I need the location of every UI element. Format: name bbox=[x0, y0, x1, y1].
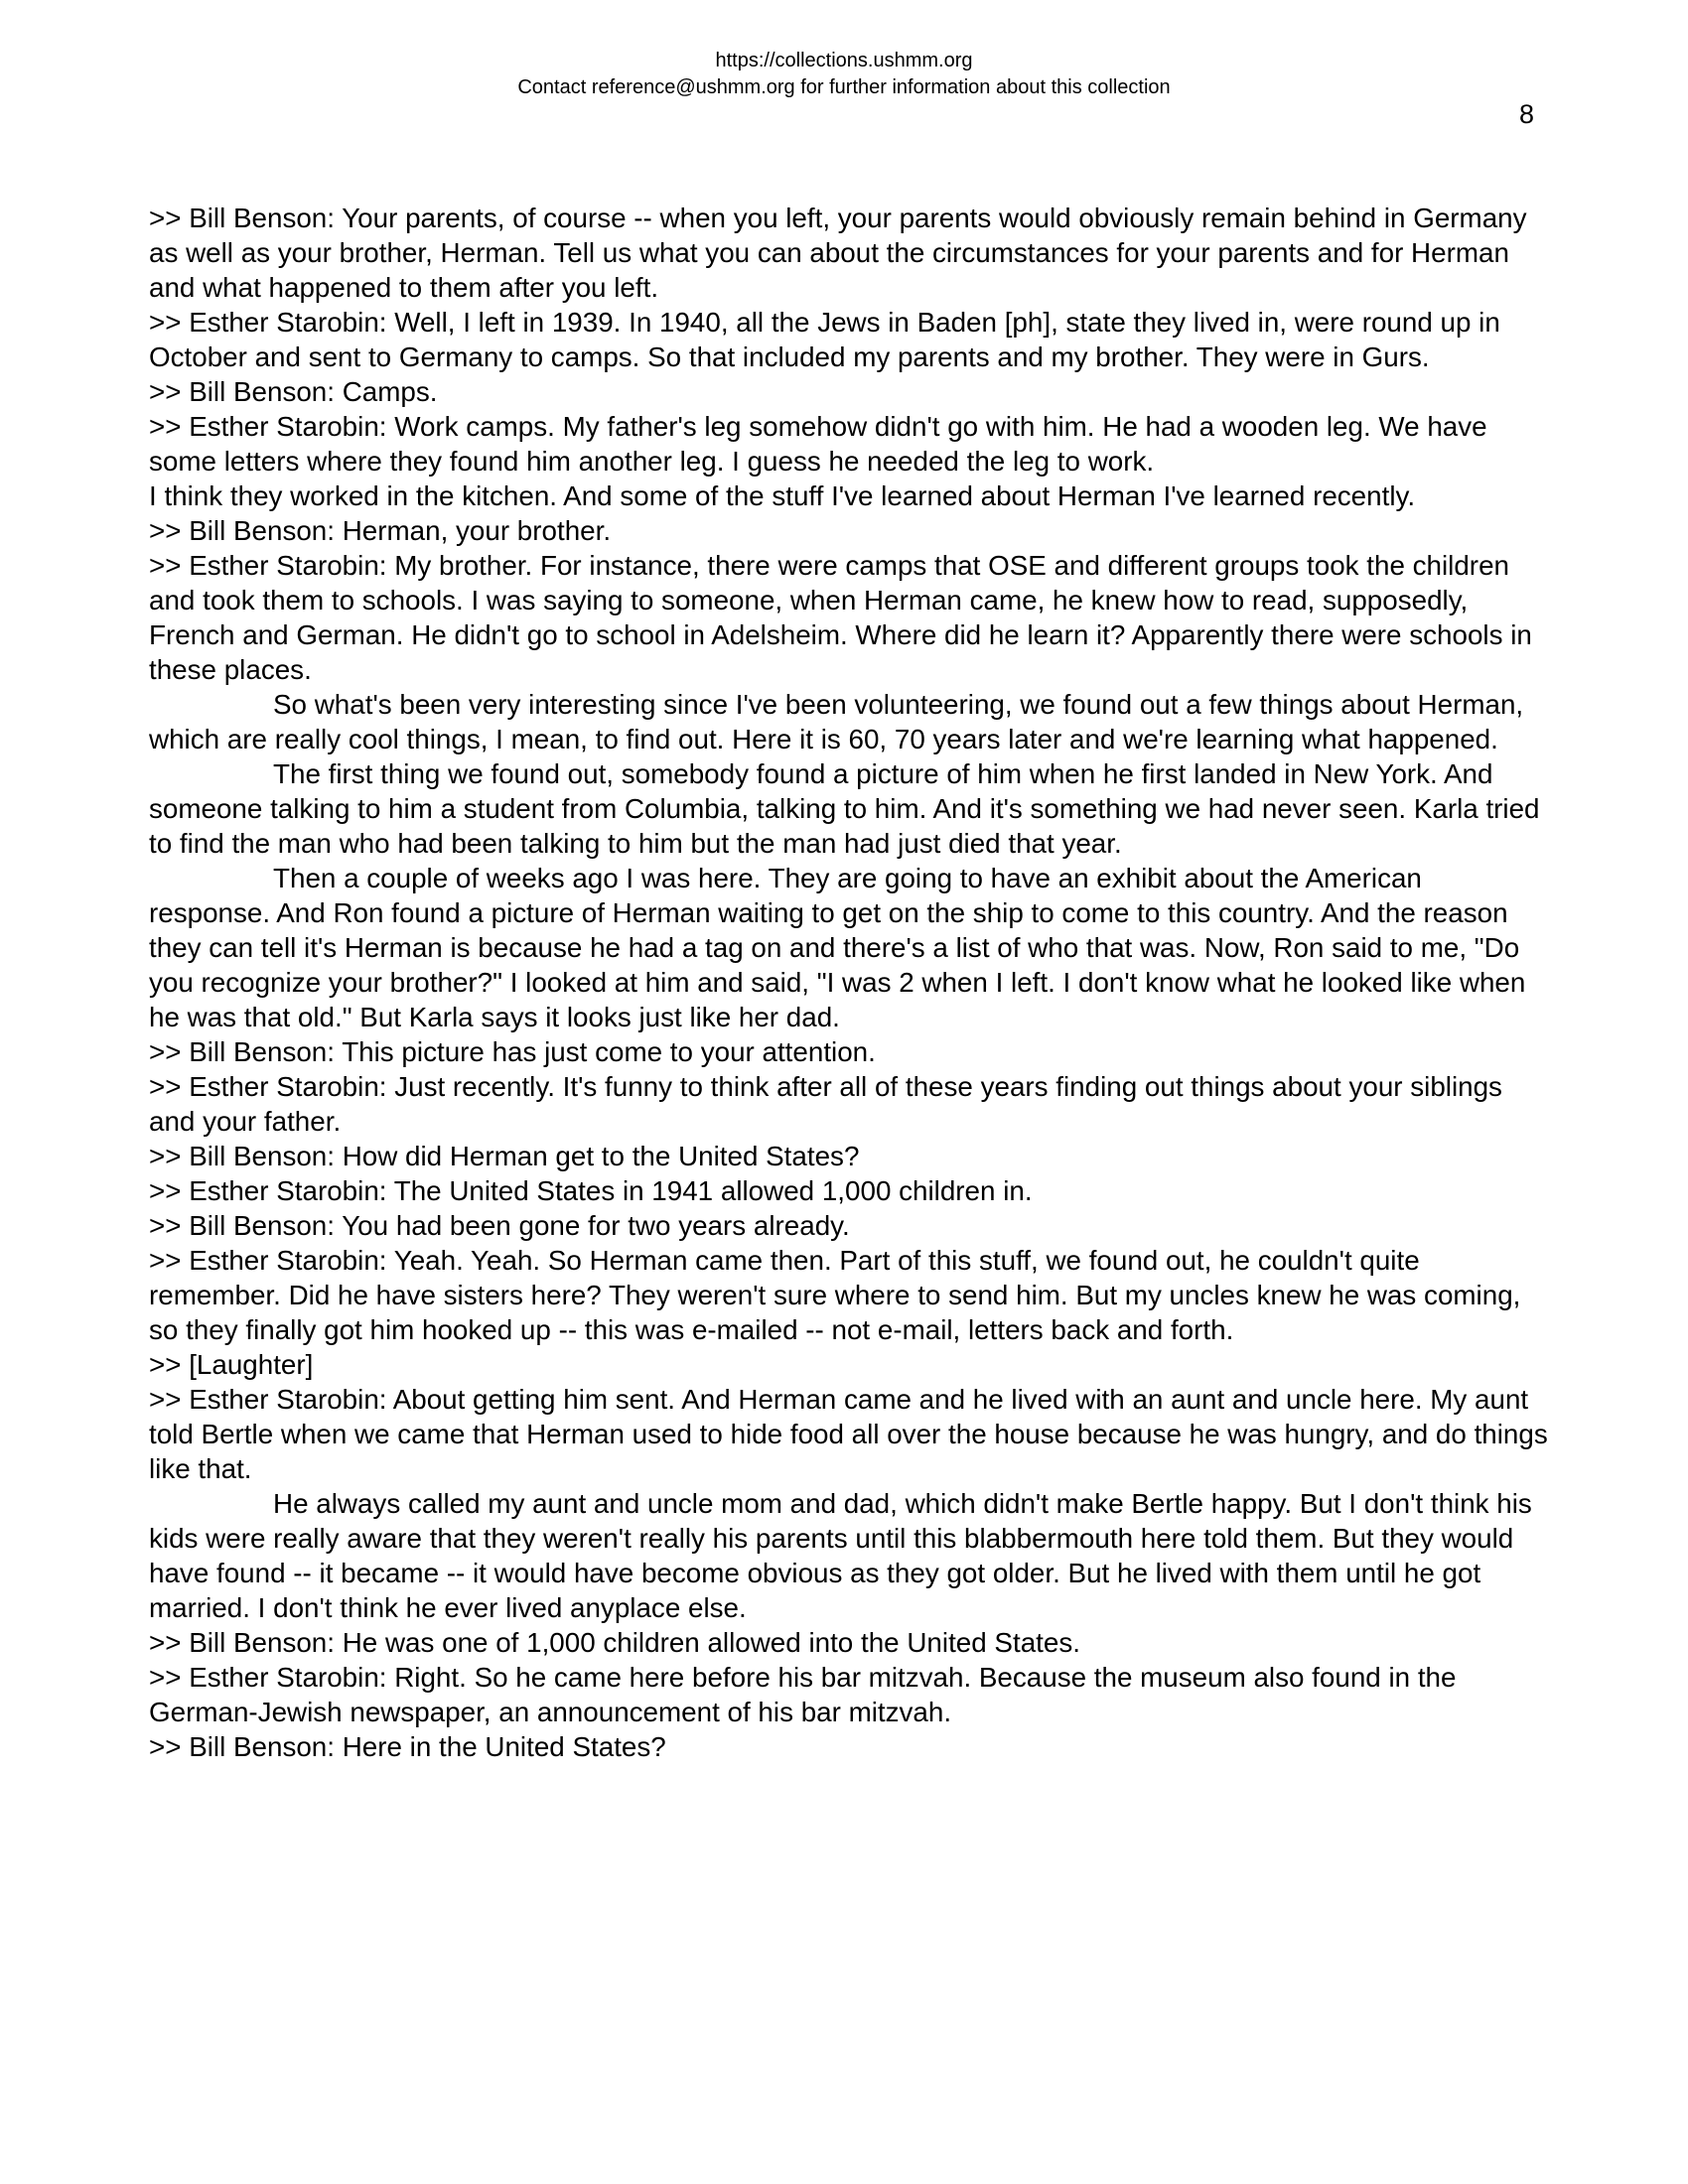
transcript-paragraph: >> Esther Starobin: Right. So he came here before his bar mitzvah. Because the museum also found in the German-Jewish newspaper, an announcement of his bar mitzvah. bbox=[149, 1662, 1457, 1727]
transcript-paragraph: >> Esther Starobin: The United States in 1941 allowed 1,000 children in. bbox=[149, 1175, 1033, 1206]
transcript-paragraph: >> Esther Starobin: Just recently. It's funny to think after all of these years finding out things about your siblings and your father. bbox=[149, 1071, 1502, 1137]
transcript-body bbox=[149, 201, 1549, 1764]
transcript-paragraph: >> Bill Benson: Here in the United States? bbox=[149, 1731, 666, 1762]
transcript-paragraph: >> Bill Benson: Camps. bbox=[149, 376, 438, 407]
transcript-paragraph: I think they worked in the kitchen. And some of the stuff I've learned about Herman I've learned recently. bbox=[149, 480, 1416, 511]
header-url: https://collections.ushmm.org bbox=[715, 50, 973, 71]
transcript-paragraph: >> Bill Benson: Herman, your brother. bbox=[149, 515, 612, 546]
transcript-paragraph: He always called my aunt and uncle mom and dad, which didn't make Bertle happy. But I don't think his kids were really aware that they weren't really his parents until this blabbermouth here told them. But they would have found -- it became -- it would have become obvious as they got older. But he lived with them until he got married. I don't think he ever lived anyplace else. bbox=[149, 1488, 1532, 1623]
transcript-paragraph: >> Esther Starobin: My brother. For instance, there were camps that OSE and different groups took the children and took them to schools. I was saying to someone, when Herman came, he knew how to read, supposedly, French and German. He didn't go to school in Adelsheim. Where did he learn it? Apparently there were schools in these places. bbox=[149, 550, 1532, 685]
transcript-paragraph: So what's been very interesting since I've been volunteering, we found out a few things about Herman, which are really cool things, I mean, to find out. Here it is 60, 70 years later and we're learning what happened. bbox=[149, 689, 1524, 754]
page-number: 8 bbox=[1518, 99, 1534, 129]
transcript-paragraph: >> Bill Benson: How did Herman get to the United States? bbox=[149, 1141, 860, 1171]
transcript-paragraph: >> Bill Benson: Your parents, of course -- when you left, your parents would obviously remain behind in Germany as well as your brother, Herman. Tell us what you can about the circumstances for your parents and for Herman and what happened to them after you left. bbox=[149, 203, 1527, 303]
transcript-paragraph: The first thing we found out, somebody found a picture of him when he first landed in New York. And someone talking to him a student from Columbia, talking to him. And it's something we had never seen. Karla tried to find the man who had been talking to him but the man had just died that year. bbox=[149, 758, 1540, 859]
transcript-paragraph: >> Bill Benson: You had been gone for two years already. bbox=[149, 1210, 850, 1241]
transcript-paragraph: >> Esther Starobin: Yeah. Yeah. So Herman came then. Part of this stuff, we found out, he couldn't quite remember. Did he have sisters here? They weren't sure where to send him. But my uncles knew he was coming, so they finally got him hooked up -- this was e-mailed -- not e-mail, letters back and forth. bbox=[149, 1245, 1521, 1345]
header-contact: Contact reference@ushmm.org for further information about this collection bbox=[517, 76, 1171, 98]
transcript-paragraph: >> [Laughter] bbox=[149, 1349, 314, 1380]
transcript-paragraph: >> Esther Starobin: About getting him sent. And Herman came and he lived with an aunt and uncle here. My aunt told Bertle when we came that Herman used to hide food all over the house because he was hungry, and do things like that. bbox=[149, 1384, 1548, 1484]
transcript-paragraph: >> Bill Benson: This picture has just come to your attention. bbox=[149, 1036, 876, 1067]
transcript-paragraph: >> Bill Benson: He was one of 1,000 children allowed into the United States. bbox=[149, 1627, 1080, 1658]
page-header bbox=[0, 48, 1688, 101]
transcript-paragraph: >> Esther Starobin: Work camps. My father's leg somehow didn't go with him. He had a wooden leg. We have some letters where they found him another leg. I guess he needed the leg to work. bbox=[149, 411, 1487, 477]
transcript-paragraph: >> Esther Starobin: Well, I left in 1939. In 1940, all the Jews in Baden [ph], state they lived in, were round up in October and sent to Germany to camps. So that included my parents and my brother. They were in Gurs. bbox=[149, 307, 1500, 372]
transcript-paragraph: Then a couple of weeks ago I was here. They are going to have an exhibit about the American response. And Ron found a picture of Herman waiting to get on the ship to come to this country. And the reason they can tell it's Herman is because he had a tag on and there's a list of who that was. Now, Ron said to me, "Do you recognize your brother?" I looked at him and said, "I was 2 when I left. I don't know what he looked like when he was that old." But Karla says it looks just like her dad. bbox=[149, 863, 1526, 1032]
